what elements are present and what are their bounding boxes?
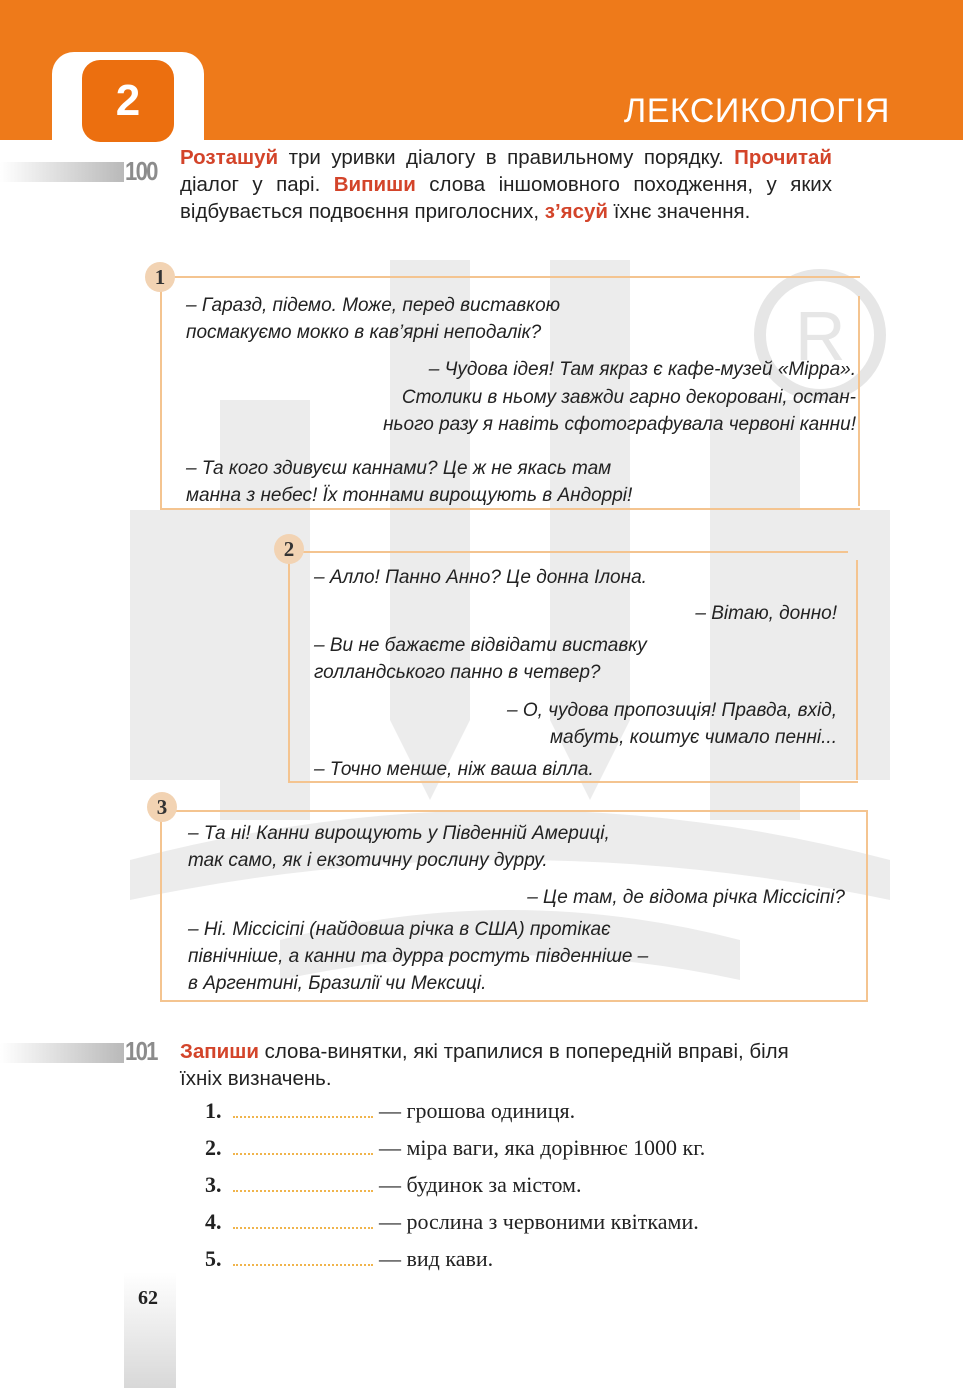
dialog-frame-left — [288, 551, 290, 783]
task-verb: з’ясуй — [544, 200, 609, 223]
chapter-title: ЛЕКСИКОЛОГІЯ — [623, 92, 890, 130]
task-verb: Випиши — [333, 173, 416, 196]
exercise-number: 101 — [125, 1036, 157, 1066]
item-definition: — будинок за містом. — [379, 1172, 582, 1197]
dialog-line: – Гаразд, підемо. Може, перед виставкою — [186, 295, 560, 316]
exercise-bar — [0, 1043, 124, 1063]
exercise-number: 100 — [125, 156, 157, 186]
task-text: слова іншомовного походження, у яких відбувається подвоєння приголосних, — [180, 173, 832, 223]
answer-blank[interactable] — [233, 1250, 373, 1266]
dialog-line: мабуть, коштує чимало пенні... — [550, 727, 837, 748]
dialog-line: в Аргентині, Бразилії чи Мексиці. — [188, 973, 487, 994]
dialog-line: – Та ні! Канни вирощують у Південній Америці, — [188, 823, 610, 844]
answer-blank[interactable] — [233, 1176, 373, 1192]
task-text: їхнє значення. — [608, 200, 751, 223]
answer-row — [205, 1246, 493, 1272]
answer-blank[interactable] — [233, 1102, 373, 1118]
exercise-task-text — [180, 144, 832, 225]
part-label: 2 — [274, 534, 304, 564]
task-verb: Запиши — [180, 1040, 259, 1063]
item-definition: — рослина з червоними квітками. — [379, 1209, 699, 1234]
dialog-line: – Чудова ідея! Там якраз є кафе-музей «Мірра». — [428, 359, 856, 380]
dialog-frame-right — [858, 296, 860, 506]
dialog-line: – Вітаю, донно! — [695, 603, 837, 624]
item-number: 2. — [205, 1135, 222, 1160]
dialog-line: голландського панно в четвер? — [314, 662, 601, 683]
answer-row — [205, 1172, 581, 1198]
dialog-frame-line — [160, 810, 868, 812]
dialog-frame-left — [160, 276, 162, 508]
answer-blank[interactable] — [233, 1213, 373, 1229]
dialog-line: нього разу я навіть сфотографувала червоні канни! — [383, 414, 856, 435]
chapter-number: 2 — [82, 60, 174, 142]
answer-blank[interactable] — [233, 1139, 373, 1155]
dialog-line: північніше, а канни та дурра ростуть південніше – — [188, 946, 649, 967]
svg-text:R: R — [795, 297, 846, 375]
exercise-bar — [0, 162, 124, 182]
task-text: діалог у парі. — [180, 173, 334, 196]
task-verb: Розташуй — [180, 146, 279, 169]
dialog-frame-left — [160, 810, 162, 1000]
dialog-line: посмакуємо мокко в кав’ярні неподалік? — [186, 322, 542, 343]
dialog-line: – Ви не бажаєте відвідати виставку — [314, 635, 647, 656]
dialog-line: так само, як і екзотичну рослину дурру. — [188, 850, 548, 871]
part-label: 3 — [147, 792, 177, 822]
exercise-task-text — [180, 1038, 830, 1092]
dialog-line: – Та кого здивуєш каннами? Це ж не якась там — [186, 458, 612, 479]
dialog-frame-right — [856, 560, 858, 780]
dialog-line: – Це там, де відома річка Міссісіпі? — [527, 887, 845, 908]
dialog-line: манна з небес! Їх тоннами вирощують в Андоррі! — [186, 485, 633, 506]
item-number: 3. — [205, 1172, 222, 1197]
dialog-frame-line — [288, 551, 848, 553]
page-number: 62 — [138, 1287, 158, 1309]
dialog-line: – О, чудова пропозиція! Правда, вхід, — [507, 700, 837, 721]
answer-row — [205, 1135, 705, 1161]
dialog-frame-line — [160, 276, 860, 278]
part-label: 1 — [145, 262, 175, 292]
dialog-line: – Ні. Міссісіпі (найдовша річка в США) протікає — [188, 919, 611, 940]
answer-row — [205, 1098, 575, 1124]
task-verb: Прочитай — [734, 146, 832, 169]
item-number: 4. — [205, 1209, 222, 1234]
dialog-frame-bottom — [160, 1000, 868, 1002]
dialog-frame-right — [866, 812, 868, 1000]
answer-row — [205, 1209, 699, 1235]
dialog-line: Столики в ньому завжди гарно декоровані, остан- — [401, 387, 856, 408]
item-definition: — вид кави. — [379, 1246, 494, 1271]
item-number: 5. — [205, 1246, 222, 1271]
item-definition: — грошова одиниця. — [379, 1098, 576, 1123]
task-text: три уривки діалогу в правильному порядку. — [278, 146, 735, 169]
item-number: 1. — [205, 1098, 222, 1123]
item-definition: — міра ваги, яка дорівнює 1000 кг. — [379, 1135, 706, 1160]
dialog-line: – Точно менше, ніж ваша вілла. — [314, 759, 594, 780]
dialog-line: – Алло! Панно Анно? Це донна Ілона. — [314, 567, 647, 588]
task-text: слова-винятки, які трапилися в попередній вправі, біля їхніх визначень. — [180, 1040, 789, 1090]
